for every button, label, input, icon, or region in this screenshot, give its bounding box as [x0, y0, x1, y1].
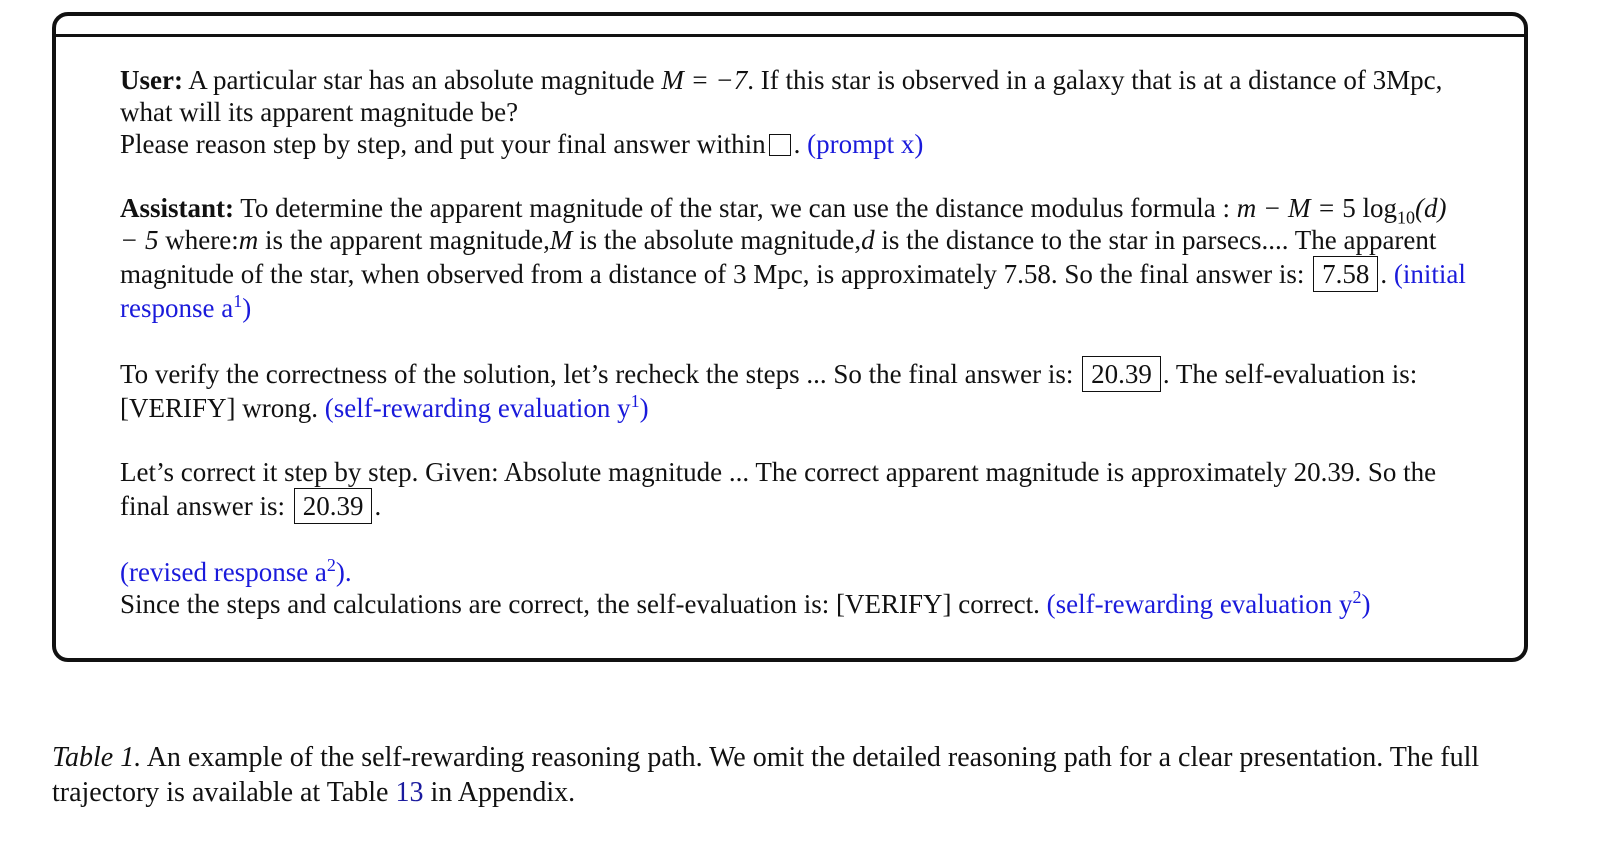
caption-text: An example of the self-rewarding reasoning path. We omit the detailed reasoning path for a clear presentation. The full trajectory is available at Table [52, 742, 1480, 808]
assistant-text: To determine the apparent magnitude of the star, we can use the distance modulus formula : [240, 193, 1230, 223]
example-content [120, 64, 1470, 620]
initial-tag-text: (initial response a [120, 259, 1466, 323]
correct-text: Let’s correct it step by step. Given: Absolute magnitude ... The correct apparent magnitude is approximately 20.39. So the final answer is: [120, 457, 1437, 521]
user-instruction: Please reason step by step, and put your final answer within [120, 129, 766, 159]
eval2-tag: (self-rewarding evaluation $y^2$) [1046, 587, 1371, 619]
initial-sup: 1 [233, 291, 243, 311]
formula-rhs-b: (d) − 5 [120, 193, 1447, 255]
var-M: M [549, 225, 573, 255]
var-m: m [238, 225, 259, 255]
revised-sup: 2 [326, 555, 336, 575]
answer-box-icon [769, 134, 791, 156]
final-text: Since the steps and calculations are correct, the self-evaluation is: [VERIFY] correct. [120, 589, 1040, 619]
eval1-tag-text: (self-rewarding evaluation y [324, 393, 631, 423]
eval2-tag-text: (self-rewarding evaluation y [1046, 589, 1353, 619]
example-box [52, 12, 1528, 662]
answer-box-3: 20.39 [294, 488, 373, 524]
assistant-label: Assistant: [120, 193, 235, 223]
assistant-text-2: The apparent magnitude of the star, when observed from a distance of 3 Mpc, is approximately 7.58. So the final answer is: [120, 225, 1437, 289]
user-label: User: [120, 65, 183, 95]
caption-label: Table 1. [52, 742, 142, 773]
eval1-sup: 1 [630, 391, 640, 411]
formula-lhs: m − M = [1236, 193, 1336, 223]
answer-box-1: 7.58 [1313, 256, 1378, 292]
verify-text: To verify the correctness of the solution, let’s recheck the steps ... So the final answer is: [120, 359, 1074, 389]
verify-paragraph [120, 356, 1470, 424]
user-text-2: . If this star is observed in a galaxy that is at a distance of 3Mpc, what will its apparent magnitude be? [120, 65, 1443, 127]
eval1-tag: (self-rewarding evaluation $y^1$) [324, 391, 649, 423]
final-paragraph [120, 556, 1470, 620]
correct-paragraph: Let’s correct it step by step. Given: Absolute magnitude ... The correct apparent magnitude is approximately 20.39. So the final answer is: 20.39 . [120, 456, 1470, 524]
formula-rhs-a: 5 log [1342, 193, 1397, 223]
user-paragraph: User: A particular star has an absolute magnitude M = −7. If this star is observed in a galaxy that is at a distance of 3Mpc, what will its apparent magnitude be? Please reason step by step, and put your final answer within . (prompt x) [120, 65, 1443, 159]
var-M-desc: is the absolute magnitude, [579, 225, 862, 255]
caption-end: in Appendix. [430, 777, 576, 808]
caption-table-link[interactable]: 13 [395, 777, 424, 808]
assistant-paragraph: Assistant: To determine the apparent magnitude of the star, we can use the distance modulus formula : m − M = 5 $\log_{10}(d) - 5$ where:m is the apparent magnitude,M is the absolute magnitude,d is the distance to the star in parsecs.... The apparent magnitude of the star, when observed from a distance of 3 Mpc, is approximately 7.58. So the final answer is: 7.58 . (initial response $a^1$) [120, 193, 1466, 323]
user-text: A particular star has an absolute magnitude [188, 65, 655, 95]
user-equation: M = −7 [661, 65, 748, 95]
box-top-rule [56, 34, 1524, 37]
var-m-desc: is the apparent magnitude, [264, 225, 550, 255]
answer-box-2: 20.39 [1082, 356, 1161, 392]
table-caption [52, 740, 1532, 810]
formula-sub: 10 [1396, 207, 1415, 228]
var-d-desc: is the distance to the star in parsecs.... [881, 225, 1289, 255]
initial-tag: (initial response $a^1$) [120, 259, 1466, 323]
eval2-sup: 2 [1352, 587, 1362, 607]
var-d: d [861, 225, 875, 255]
verify-text-2: . The self-evaluation is: [VERIFY] wrong. [120, 359, 1418, 423]
revised-tag-text: (revised response a [120, 557, 327, 587]
revised-tag: (revised response $a^2$). [120, 555, 352, 587]
prompt-tag: (prompt x) [807, 129, 924, 159]
assistant-where: where: [165, 225, 239, 255]
